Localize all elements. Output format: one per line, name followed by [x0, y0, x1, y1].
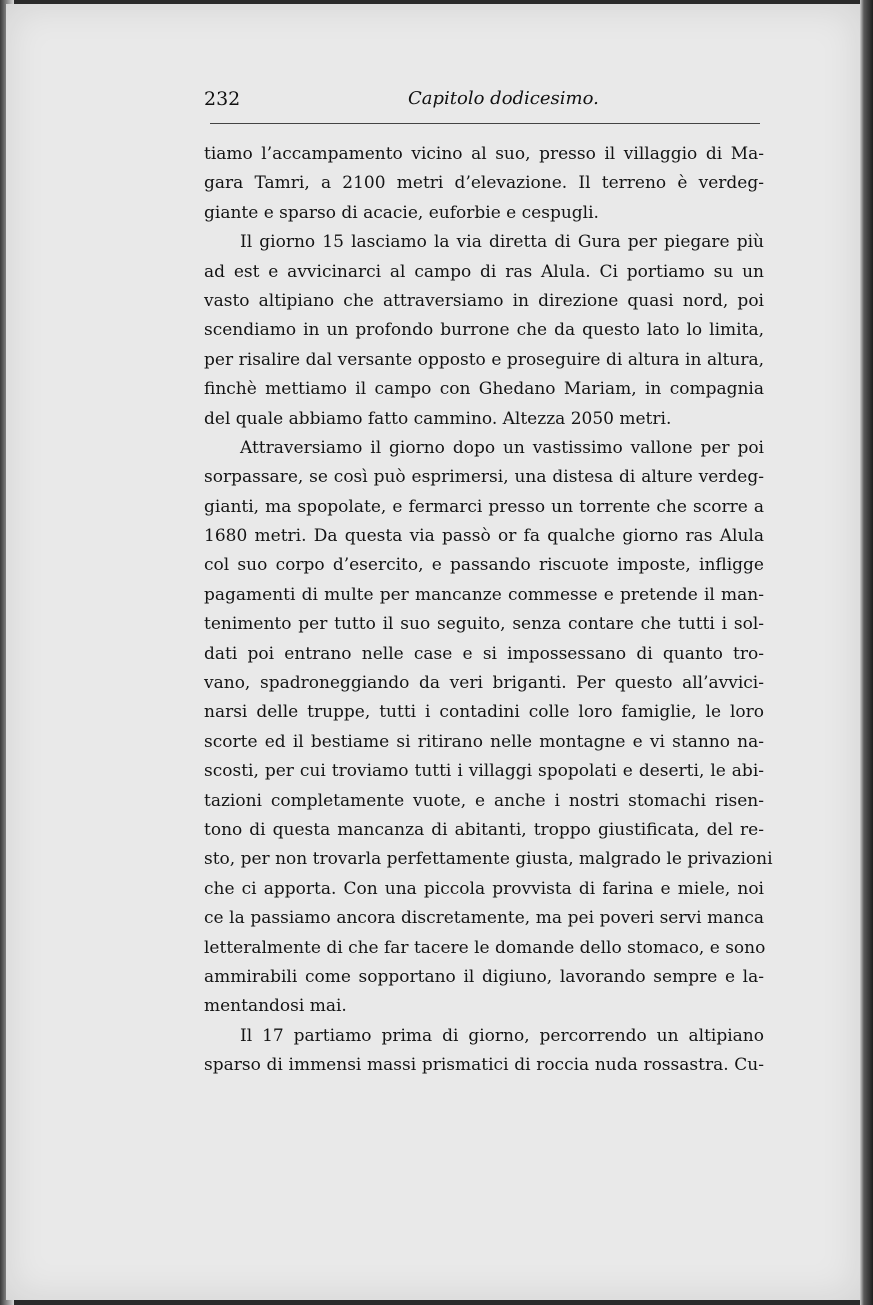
text-line: 1680 metri. Da questa via passò or fa qualche giorno ras Alula [204, 526, 764, 547]
body-text [204, 140, 773, 1081]
text-line: col suo corpo d’esercito, e passando riscuote imposte, infligge [204, 555, 764, 576]
text-line: Il giorno 15 lasciamo la via diretta di Gura per piegare più [240, 232, 764, 253]
text-line: Il 17 partiamo prima di giorno, percorrendo un altipiano [240, 1025, 764, 1046]
text-line: mentandosi mai. [204, 996, 347, 1017]
text-line: scosti, per cui troviamo tutti i villaggi spopolati e deserti, le abi- [204, 761, 764, 782]
text-line: scorte ed il bestiame si ritirano nelle montagne e vi stanno na- [204, 731, 764, 752]
text-line: tono di questa mancanza di abitanti, troppo giustificata, del re- [204, 819, 764, 840]
text-line: pagamenti di multe per mancanze commesse e pretende il man- [204, 584, 764, 605]
text-line: sparso di immensi massi prismatici di roccia nuda rossastra. Cu- [204, 1055, 764, 1076]
text-line: narsi delle truppe, tutti i contadini colle loro famiglie, le loro [204, 702, 764, 723]
text-line: gara Tamri, a 2100 metri d’elevazione. Il terreno è verdeg- [204, 173, 764, 194]
text-line: che ci apporta. Con una piccola provvista di farina e miele, noi [204, 878, 764, 899]
text-line: tazioni completamente vuote, e anche i nostri stomachi risen- [204, 790, 764, 811]
text-line: tenimento per tutto il suo seguito, senza contare che tutti i sol- [204, 614, 764, 635]
text-line: per risalire dal versante opposto e proseguire di altura in altura, [204, 349, 764, 370]
text-line: gianti, ma spopolate, e fermarci presso un torrente che scorre a [204, 496, 764, 517]
text-line: vano, spadroneggiando da veri briganti. Per questo all’avvici- [204, 673, 764, 694]
text-line: tiamo l’accampamento vicino al suo, presso il villaggio di Ma- [204, 144, 764, 164]
text-line: sto, per non trovarla perfettamente giusta, malgrado le privazioni [204, 849, 773, 870]
text-line: del quale abbiamo fatto cammino. Altezza 2050 metri. [204, 408, 672, 429]
text-line: ad est e avvicinarci al campo di ras Alula. Ci portiamo su un [204, 261, 764, 282]
text-line: letteralmente di che far tacere le domande dello stomaco, e sono [204, 937, 766, 958]
text-line: Attraversiamo il giorno dopo un vastissimo vallone per poi [240, 437, 764, 458]
page-header [204, 86, 760, 116]
text-line: vasto altipiano che attraversiamo in direzione quasi nord, poi [204, 290, 764, 311]
page-edge-shadow [860, 0, 873, 1305]
text-line: scendiamo in un profondo burrone che da questo lato lo limita, [204, 320, 764, 341]
text-line: ammirabili come sopportano il digiuno, lavorando sempre e la- [204, 966, 764, 987]
text-line: ce la passiamo ancora discretamente, ma pei poveri servi manca [204, 908, 764, 929]
text-line: sorpassare, se così può esprimersi, una distesa di alture verdeg- [204, 467, 764, 488]
text-line: finchè mettiamo il campo con Ghedano Mariam, in compagnia [204, 379, 764, 400]
page-number: 232 [204, 88, 241, 110]
running-title: Capitolo dodicesimo. [408, 88, 599, 109]
header-rule [210, 123, 760, 124]
text-line: giante e sparso di acacie, euforbie e cespugli. [204, 202, 599, 223]
text-line: dati poi entrano nelle case e si impossessano di quanto tro- [204, 643, 764, 664]
